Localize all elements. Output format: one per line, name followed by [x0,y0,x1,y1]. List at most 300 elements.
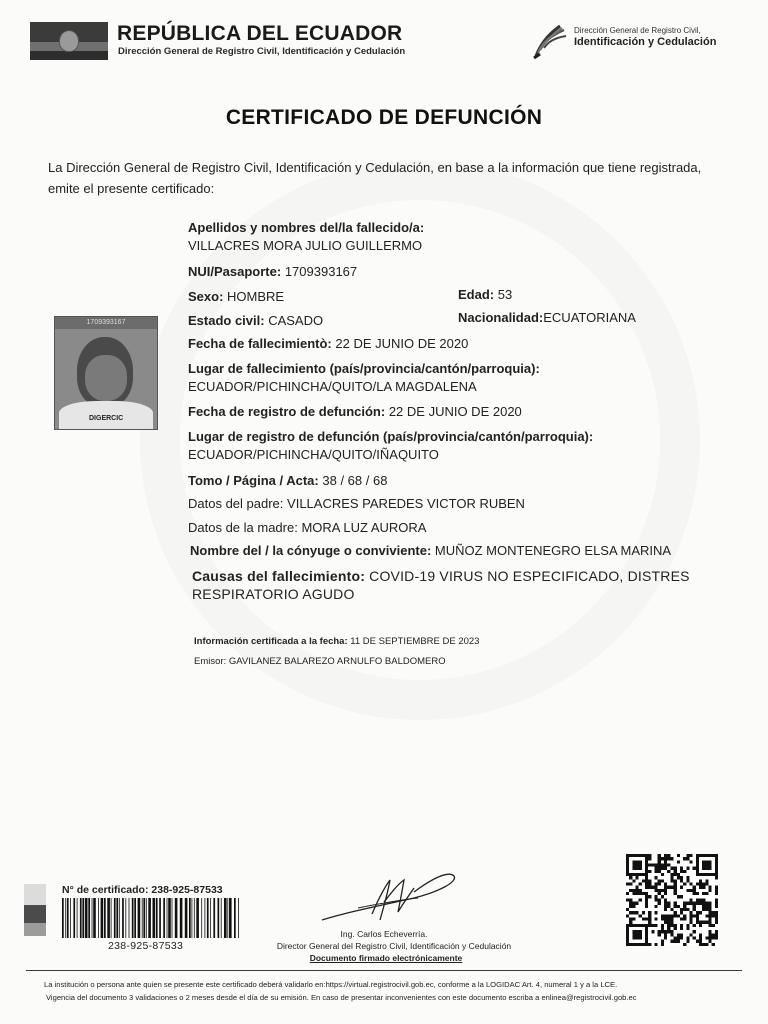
qr-module [639,933,642,936]
qr-module [708,873,711,876]
qr-module [658,879,661,882]
qr-module [670,940,673,943]
qr-module [670,867,673,870]
qr-module [661,924,664,927]
qr-module [626,873,629,876]
qr-module [680,927,683,930]
qr-module [712,933,715,936]
qr-module [632,873,635,876]
qr-module [715,870,718,873]
qr-module [715,892,718,895]
name-label [188,220,424,235]
qr-module [680,917,683,920]
footer-validity-text: Vigencia del documento 3 validaciones o 2 meses desde el día de su emisión. En caso de presentar inconvenientes con este documento escriba a enlinea@registrocivil.gob.ec [46,993,637,1002]
qr-module [636,889,639,892]
qr-module [664,930,667,933]
qr-module [645,879,648,882]
qr-module [689,889,692,892]
qr-module [696,902,699,905]
photo-id-strip: 1709393167 [55,317,157,329]
qr-module [715,905,718,908]
qr-module [702,886,705,889]
book-page-act-label: Tomo / Página / Acta: [188,473,319,488]
qr-module [696,883,699,886]
qr-module [629,889,632,892]
qr-module [645,892,648,895]
qr-module [712,873,715,876]
id-label: NUI/Pasaporte: [188,264,282,279]
document-title: CERTIFICADO DE DEFUNCIÓN [225,106,543,129]
qr-module [661,930,664,933]
qr-module [715,867,718,870]
qr-module [680,908,683,911]
qr-module [705,854,708,857]
qr-module [639,930,642,933]
qr-module [664,936,667,939]
qr-module [699,886,702,889]
qr-module [664,860,667,863]
qr-module [658,860,661,863]
qr-module [696,914,699,917]
qr-module [645,943,648,946]
qr-module [708,905,711,908]
qr-module [715,930,718,933]
qr-module [699,902,702,905]
registration-place-label [188,429,593,444]
cause-value-line1: COVID-19 VIRUS NO ESPECIFICADO, DISTRES [369,568,690,584]
issuer-label: Emisor: [194,656,227,667]
qr-module [696,921,699,924]
qr-module [708,930,711,933]
qr-module [658,867,661,870]
qr-module [677,854,680,857]
civil-status-field [188,313,323,328]
qr-module [715,933,718,936]
qr-module [696,864,699,867]
qr-module [629,911,632,914]
qr-module [715,902,718,905]
spouse-value: MUÑOZ MONTENEGRO ELSA MARINA [434,543,672,558]
qr-module [629,902,632,905]
qr-module [705,914,708,917]
qr-module [677,873,680,876]
qr-module [708,911,711,914]
qr-module [696,854,699,857]
qr-module [705,864,708,867]
qr-module [651,864,654,867]
qr-module [670,873,673,876]
qr-module [658,864,661,867]
qr-module [689,898,692,901]
father-value: VILLACRES PAREDES VICTOR RUBEN [287,496,525,511]
qr-module [674,905,677,908]
qr-module [639,892,642,895]
qr-module [705,943,708,946]
civil-status-value: CASADO [268,313,324,328]
issuer-value: GAVILANEZ BALAREZO ARNULFO BALDOMERO [228,656,446,667]
qr-module [626,924,629,927]
qr-module [629,943,632,946]
barcode-number: 238-925-87533 [108,940,184,952]
registro-civil-logo-icon [530,20,570,60]
qr-module [677,895,680,898]
qr-module [677,940,680,943]
qr-module [670,914,673,917]
logo-text-line1: Dirección General de Registro Civil, [574,26,701,35]
qr-module [626,908,629,911]
qr-module [632,902,635,905]
qr-module [693,908,696,911]
qr-module [708,933,711,936]
qr-module [712,943,715,946]
qr-module [636,933,639,936]
qr-module [636,864,639,867]
qr-module [632,864,635,867]
qr-module [670,879,673,882]
qr-module [686,889,689,892]
qr-module [632,889,635,892]
qr-module [680,895,683,898]
coat-of-arms-icon [59,30,79,52]
qr-module [639,898,642,901]
nationality-label: Nacionalidad: [458,310,544,325]
death-date-label: Fecha de fallecimientò: [188,336,332,351]
qr-module [658,889,661,892]
signer-name: Ing. Carlos Echeverría. [340,929,428,939]
qr-module [664,902,667,905]
mother-field [188,520,426,535]
qr-module [715,898,718,901]
qr-module [655,870,658,873]
qr-module [661,917,664,920]
qr-module [702,860,705,863]
qr-module [712,936,715,939]
qr-module [715,860,718,863]
death-place-value: ECUADOR/PICHINCHA/QUITO/LA MAGDALENA [188,379,477,394]
qr-module [674,924,677,927]
qr-module [648,864,651,867]
qr-module [636,892,639,895]
qr-module [699,873,702,876]
qr-module [626,940,629,943]
qr-module [702,883,705,886]
qr-module [683,902,686,905]
qr-module [655,924,658,927]
qr-module [683,943,686,946]
qr-module [696,940,699,943]
qr-module [699,879,702,882]
qr-module [651,886,654,889]
qr-module [639,914,642,917]
qr-module [664,892,667,895]
qr-module [658,883,661,886]
qr-module [639,883,642,886]
qr-module [629,898,632,901]
qr-module [674,892,677,895]
qr-module [655,867,658,870]
qr-module [645,883,648,886]
qr-module [658,930,661,933]
qr-module [715,873,718,876]
qr-module [645,898,648,901]
qr-module [645,940,648,943]
qr-module [674,886,677,889]
qr-module [629,924,632,927]
qr-module [693,889,696,892]
qr-module [661,940,664,943]
qr-module [674,936,677,939]
qr-module [670,933,673,936]
qr-module [689,883,692,886]
qr-module [645,867,648,870]
qr-module [699,921,702,924]
qr-module [699,883,702,886]
qr-module [626,933,629,936]
qr-module [715,857,718,860]
qr-module [655,911,658,914]
qr-module [693,892,696,895]
id-field [188,264,357,279]
qr-module [645,870,648,873]
qr-module [686,854,689,857]
age-value: 53 [497,287,513,302]
registration-place-label-text: Lugar de registro de defunción (país/provincia/cantón/parroquia): [188,429,594,444]
qr-module [715,914,718,917]
cause-label: Causas del fallecimiento: [192,568,366,584]
qr-module [645,917,648,920]
qr-module [712,911,715,914]
qr-module [699,936,702,939]
qr-module [712,914,715,917]
qr-module [629,854,632,857]
qr-module [705,921,708,924]
qr-module [689,911,692,914]
qr-module [639,873,642,876]
qr-module [661,867,664,870]
qr-module [667,914,670,917]
qr-module [626,943,629,946]
qr-module [689,933,692,936]
qr-module [629,905,632,908]
qr-module [667,917,670,920]
qr-module [702,873,705,876]
qr-module [626,898,629,901]
qr-code [626,854,718,946]
qr-module [708,914,711,917]
qr-module [636,930,639,933]
qr-module [693,867,696,870]
qr-module [636,924,639,927]
qr-module [629,873,632,876]
qr-module [626,914,629,917]
qr-module [648,914,651,917]
qr-module [645,854,648,857]
registration-date-value: 22 DE JUNIO DE 2020 [388,404,522,419]
qr-module [712,854,715,857]
qr-module [645,895,648,898]
agency-subtitle: Dirección General de Registro Civil, Identificación y Cedulación [118,46,406,57]
qr-module [648,921,651,924]
qr-module [664,933,667,936]
qr-module [632,879,635,882]
qr-module [639,889,642,892]
qr-module [626,927,629,930]
qr-module [642,879,645,882]
qr-module [715,911,718,914]
qr-module [715,936,718,939]
mother-value: MORA LUZ AURORA [301,520,427,535]
book-page-act-field [188,473,387,488]
qr-module [626,854,629,857]
qr-module [658,892,661,895]
qr-module [670,857,673,860]
qr-module [696,892,699,895]
qr-module [715,886,718,889]
qr-module [667,886,670,889]
qr-module [705,860,708,863]
qr-module [658,933,661,936]
qr-module [661,895,664,898]
qr-module [664,921,667,924]
qr-module [705,873,708,876]
qr-module [705,908,708,911]
certified-date-field [194,636,479,647]
qr-module [636,854,639,857]
father-label: Datos del padre: [188,496,284,511]
qr-module [667,857,670,860]
qr-module [708,889,711,892]
qr-module [680,870,683,873]
qr-module [664,854,667,857]
qr-module [667,924,670,927]
qr-module [680,933,683,936]
qr-module [705,905,708,908]
qr-module [645,933,648,936]
certificate-number-label: N° de certificado: [62,884,149,896]
qr-module [645,902,648,905]
qr-module [708,917,711,920]
qr-module [661,857,664,860]
qr-module [632,924,635,927]
sex-value: HOMBRE [227,289,285,304]
qr-module [696,867,699,870]
qr-module [655,898,658,901]
qr-module [642,892,645,895]
qr-module [629,876,632,879]
cause-field [192,568,690,584]
qr-module [680,876,683,879]
qr-module [708,867,711,870]
electronic-signature-note: Documento firmado electrónicamente [309,953,463,963]
death-date-value: 22 DE JUNIO DE 2020 [335,336,469,351]
qr-module [696,873,699,876]
qr-module [632,911,635,914]
qr-module [667,864,670,867]
footer-divider [26,970,742,971]
qr-module [655,883,658,886]
qr-module [664,898,667,901]
qr-module [661,879,664,882]
qr-module [686,876,689,879]
qr-module [715,854,718,857]
qr-module [677,876,680,879]
qr-module [708,936,711,939]
qr-module [674,873,677,876]
qr-module [708,864,711,867]
qr-module [667,905,670,908]
qr-module [683,905,686,908]
qr-module [702,908,705,911]
qr-module [674,883,677,886]
qr-module [664,886,667,889]
qr-module [639,867,642,870]
registration-place-value: ECUADOR/PICHINCHA/QUITO/IÑAQUITO [188,447,439,462]
qr-module [699,911,702,914]
qr-module [639,936,642,939]
qr-module [708,902,711,905]
certificate-number-field [62,884,223,896]
qr-module [674,889,677,892]
qr-module [677,933,680,936]
qr-module [645,905,648,908]
qr-module [661,889,664,892]
qr-module [642,911,645,914]
qr-module [629,921,632,924]
qr-module [664,917,667,920]
qr-module [670,917,673,920]
mother-label: Datos de la madre: [188,520,298,535]
qr-module [648,886,651,889]
qr-module [696,917,699,920]
qr-module [664,905,667,908]
qr-module [699,943,702,946]
qr-module [708,908,711,911]
qr-module [636,886,639,889]
qr-module [680,867,683,870]
qr-module [702,943,705,946]
qr-module [642,917,645,920]
qr-module [702,892,705,895]
country-title: REPÚBLICA DEL ECUADOR [117,22,403,45]
deceased-photo [54,316,158,430]
qr-module [677,905,680,908]
qr-module [636,911,639,914]
qr-module [648,857,651,860]
qr-module [645,886,648,889]
qr-module [715,889,718,892]
qr-module [661,943,664,946]
qr-module [648,924,651,927]
qr-module [661,864,664,867]
qr-module [670,921,673,924]
qr-module [702,898,705,901]
qr-module [636,876,639,879]
qr-module [651,924,654,927]
photo-face [85,355,127,401]
death-place-label-text: Lugar de fallecimiento (país/provincia/cantón/parroquia): [188,361,540,376]
qr-module [664,867,667,870]
civil-status-label: Estado civil: [188,313,265,328]
qr-module [696,898,699,901]
qr-module [626,892,629,895]
qr-module [705,902,708,905]
qr-module [632,933,635,936]
qr-module [626,930,629,933]
qr-module [689,917,692,920]
death-place-label [188,361,540,376]
nationality-field [458,310,636,325]
qr-module [699,854,702,857]
